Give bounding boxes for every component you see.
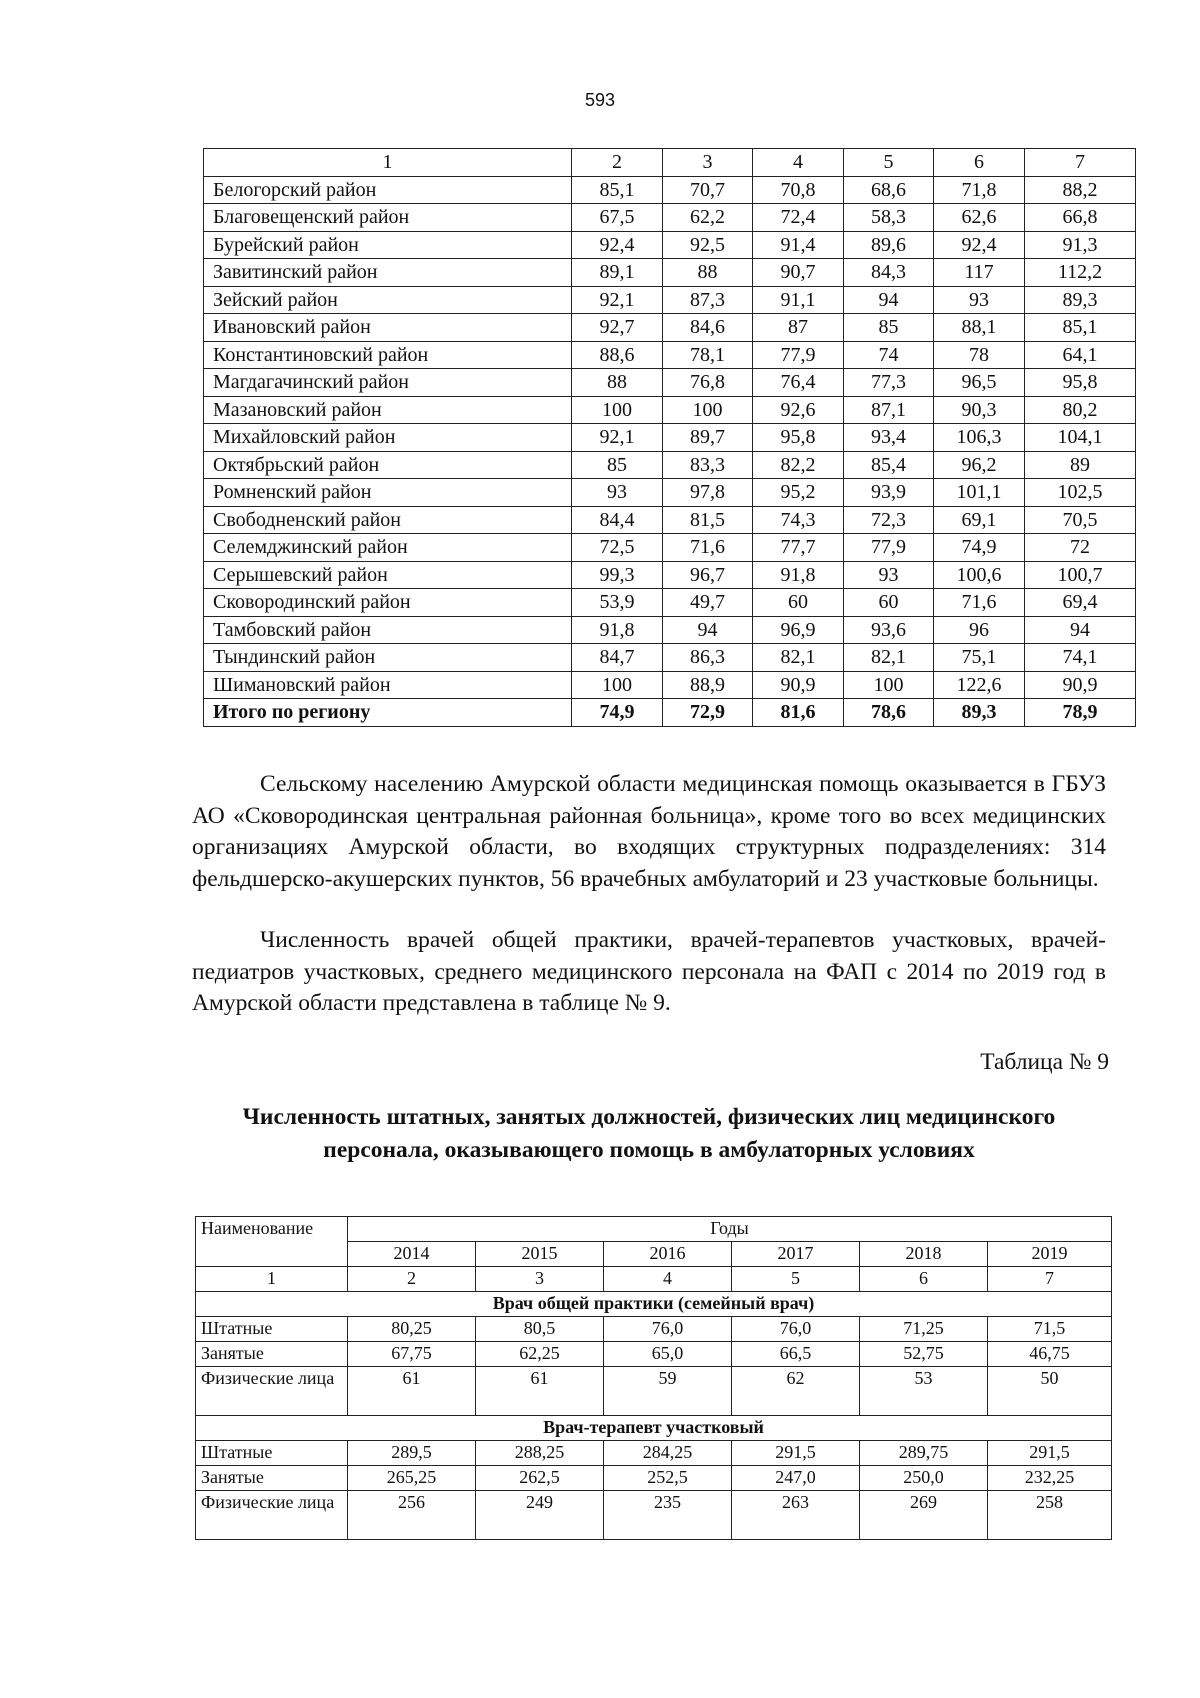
table-cell: 87,1	[844, 396, 934, 424]
table-row	[204, 534, 1136, 562]
table-cell: 112,2	[1025, 259, 1136, 287]
district-name: Михайловский район	[204, 424, 572, 452]
year-header: 2018	[860, 1242, 988, 1267]
table-cell: 88,9	[663, 671, 753, 699]
table-cell: 100	[663, 396, 753, 424]
table-cell: 84,4	[572, 506, 663, 534]
numbering-row	[196, 1267, 1112, 1292]
table-cell: 77,7	[753, 534, 844, 562]
table-cell: 117	[934, 259, 1025, 287]
table-cell: 87	[753, 314, 844, 342]
total-cell: 89,3	[934, 699, 1025, 727]
table-cell: 71,5	[988, 1317, 1112, 1342]
table-cell: 69,1	[934, 506, 1025, 534]
row-label: Занятые	[196, 1342, 348, 1367]
table-cell: 66,8	[1025, 204, 1136, 232]
table-cell: 106,3	[934, 424, 1025, 452]
table-cell: 71,6	[934, 589, 1025, 617]
table-row	[204, 506, 1136, 534]
table-cell: 92,6	[753, 396, 844, 424]
table-cell: 100,6	[934, 561, 1025, 589]
table-cell: 90,7	[753, 259, 844, 287]
staff-table	[195, 1216, 1112, 1540]
table-cell: 60	[753, 589, 844, 617]
table-cell: 89,3	[1025, 286, 1136, 314]
table-cell: 232,25	[988, 1466, 1112, 1491]
table-cell: 289,5	[348, 1441, 476, 1466]
table-cell: 85	[572, 451, 663, 479]
table-cell: 289,75	[860, 1441, 988, 1466]
table-cell: 72,3	[844, 506, 934, 534]
table-cell: 64,1	[1025, 341, 1136, 369]
table-cell: 84,6	[663, 314, 753, 342]
table-cell: 100	[572, 671, 663, 699]
district-name: Тамбовский район	[204, 616, 572, 644]
table-cell: 85,4	[844, 451, 934, 479]
row-label: Штатные	[196, 1441, 348, 1466]
table-cell: 72,5	[572, 534, 663, 562]
table-row	[204, 561, 1136, 589]
table-row	[196, 1491, 1112, 1540]
table-cell: 71,25	[860, 1317, 988, 1342]
table-cell: 60	[844, 589, 934, 617]
table-cell: 61	[348, 1367, 476, 1416]
row-label: Штатные	[196, 1317, 348, 1342]
column-number: 4	[604, 1267, 732, 1292]
table-cell: 74,3	[753, 506, 844, 534]
table-cell: 61	[476, 1367, 604, 1416]
table-row	[196, 1466, 1112, 1491]
table-cell: 102,5	[1025, 479, 1136, 507]
total-cell: 78,6	[844, 699, 934, 727]
name-header: Наименование	[196, 1217, 348, 1267]
district-name: Шимановский район	[204, 671, 572, 699]
district-name: Ивановский район	[204, 314, 572, 342]
column-number: 7	[1025, 149, 1136, 177]
year-header: 2016	[604, 1242, 732, 1267]
table-cell: 122,6	[934, 671, 1025, 699]
table-cell: 81,5	[663, 506, 753, 534]
table-cell: 92,4	[934, 231, 1025, 259]
total-cell: 81,6	[753, 699, 844, 727]
table-cell: 99,3	[572, 561, 663, 589]
table-cell: 87,3	[663, 286, 753, 314]
table-header-row	[196, 1217, 1112, 1242]
table-cell: 94	[663, 616, 753, 644]
table-cell: 70,8	[753, 176, 844, 204]
table-cell: 92,7	[572, 314, 663, 342]
table-cell: 78	[934, 341, 1025, 369]
table-cell: 95,8	[753, 424, 844, 452]
table-cell: 65,0	[604, 1342, 732, 1367]
table-cell: 82,1	[844, 644, 934, 672]
table-cell: 249	[476, 1491, 604, 1540]
table-cell: 100	[572, 396, 663, 424]
table-cell: 80,2	[1025, 396, 1136, 424]
table-cell: 83,3	[663, 451, 753, 479]
table-header-row	[204, 149, 1136, 177]
table-cell: 89,6	[844, 231, 934, 259]
table-cell: 92,5	[663, 231, 753, 259]
table-cell: 96,9	[753, 616, 844, 644]
table-cell: 235	[604, 1491, 732, 1540]
section-title: Врач-терапевт участковый	[196, 1416, 1112, 1441]
column-number: 1	[204, 149, 572, 177]
column-number: 5	[732, 1267, 860, 1292]
table-cell: 58,3	[844, 204, 934, 232]
table-cell: 50	[988, 1367, 1112, 1416]
table-cell: 67,5	[572, 204, 663, 232]
table-cell: 89	[1025, 451, 1136, 479]
table-cell: 53	[860, 1367, 988, 1416]
table-cell: 96	[934, 616, 1025, 644]
table-cell: 93	[844, 561, 934, 589]
table-row	[204, 479, 1136, 507]
table-cell: 62	[732, 1367, 860, 1416]
table-cell: 82,2	[753, 451, 844, 479]
district-name: Константиновский район	[204, 341, 572, 369]
table-cell: 104,1	[1025, 424, 1136, 452]
table-cell: 85,1	[572, 176, 663, 204]
table-cell: 72	[1025, 534, 1136, 562]
table-cell: 291,5	[988, 1441, 1112, 1466]
table-cell: 89,1	[572, 259, 663, 287]
table-cell: 101,1	[934, 479, 1025, 507]
table-cell: 74,9	[934, 534, 1025, 562]
table-cell: 84,3	[844, 259, 934, 287]
year-header: 2017	[732, 1242, 860, 1267]
table-cell: 93,6	[844, 616, 934, 644]
table-row	[204, 176, 1136, 204]
table-cell: 62,2	[663, 204, 753, 232]
table-cell: 256	[348, 1491, 476, 1540]
paragraph-rural-care: Сельскому населению Амурской области медицинская помощь оказывается в ГБУЗ АО «Сковородинская центральная районная больница», кроме того во всех медицинских организациях Амурской области, во входящих структурных подразделениях: 314 фельдшерско-акушерских пунктов, 56 врачебных амбулаторий и 23 участковые больницы.	[192, 771, 1106, 892]
table-cell: 80,25	[348, 1317, 476, 1342]
total-row	[204, 699, 1136, 727]
table-row	[204, 451, 1136, 479]
district-name: Сковородинский район	[204, 589, 572, 617]
district-name: Серышевский район	[204, 561, 572, 589]
year-header: 2015	[476, 1242, 604, 1267]
district-name: Бурейский район	[204, 231, 572, 259]
table-cell: 284,25	[604, 1441, 732, 1466]
table-cell: 262,5	[476, 1466, 604, 1491]
table-row	[196, 1342, 1112, 1367]
district-name: Зейский район	[204, 286, 572, 314]
table-row	[204, 424, 1136, 452]
table-cell: 94	[844, 286, 934, 314]
table-cell: 89,7	[663, 424, 753, 452]
section-row	[196, 1292, 1112, 1317]
table-row	[204, 314, 1136, 342]
table-cell: 77,9	[753, 341, 844, 369]
district-name: Мазановский район	[204, 396, 572, 424]
table-cell: 59	[604, 1367, 732, 1416]
table-cell: 74,1	[1025, 644, 1136, 672]
table-cell: 67,75	[348, 1342, 476, 1367]
year-header: 2014	[348, 1242, 476, 1267]
paragraph-staff-count: Численность врачей общей практики, врачей-терапевтов участковых, врачей-педиатров участковых, среднего медицинского персонала на ФАП с 2014 по 2019 год в Амурской области представлена в таблице № 9.	[192, 927, 1106, 1016]
table-cell: 90,3	[934, 396, 1025, 424]
row-label: Физические лица	[196, 1367, 348, 1416]
table-row	[204, 396, 1136, 424]
column-number: 1	[196, 1267, 348, 1292]
column-number: 4	[753, 149, 844, 177]
table-row	[196, 1317, 1112, 1342]
table-cell: 91,3	[1025, 231, 1136, 259]
table-cell: 77,9	[844, 534, 934, 562]
column-number: 6	[860, 1267, 988, 1292]
total-cell: 78,9	[1025, 699, 1136, 727]
table-row	[204, 616, 1136, 644]
table-cell: 250,0	[860, 1466, 988, 1491]
table-cell: 71,8	[934, 176, 1025, 204]
table-cell: 91,8	[572, 616, 663, 644]
table-cell: 85	[844, 314, 934, 342]
table-cell: 76,0	[732, 1317, 860, 1342]
table-cell: 88,1	[934, 314, 1025, 342]
column-number: 5	[844, 149, 934, 177]
district-name: Свободненский район	[204, 506, 572, 534]
table-cell: 82,1	[753, 644, 844, 672]
table-row	[196, 1367, 1112, 1416]
district-table	[203, 148, 1136, 727]
table-row	[204, 589, 1136, 617]
table-row	[204, 259, 1136, 287]
table-cell: 269	[860, 1491, 988, 1540]
table-cell: 92,4	[572, 231, 663, 259]
district-name: Тындинский район	[204, 644, 572, 672]
table-cell: 100,7	[1025, 561, 1136, 589]
column-number: 2	[348, 1267, 476, 1292]
table-cell: 90,9	[753, 671, 844, 699]
table-cell: 75,1	[934, 644, 1025, 672]
column-number: 6	[934, 149, 1025, 177]
table-number: Таблица № 9	[980, 1049, 1109, 1075]
column-number: 7	[988, 1267, 1112, 1292]
table-cell: 265,25	[348, 1466, 476, 1491]
table-cell: 91,1	[753, 286, 844, 314]
table-row	[204, 286, 1136, 314]
table-cell: 88,6	[572, 341, 663, 369]
table-cell: 96,5	[934, 369, 1025, 397]
table-cell: 94	[1025, 616, 1136, 644]
table-caption: Численность штатных, занятых должностей, физических лиц медицинского персонала, оказывающего помощь в амбулаторных условиях	[242, 1104, 1056, 1163]
district-name: Завитинский район	[204, 259, 572, 287]
district-name: Октябрьский район	[204, 451, 572, 479]
table-cell: 291,5	[732, 1441, 860, 1466]
table-cell: 258	[988, 1491, 1112, 1540]
table-row	[204, 231, 1136, 259]
table-cell: 84,7	[572, 644, 663, 672]
table-cell: 77,3	[844, 369, 934, 397]
row-label: Занятые	[196, 1466, 348, 1491]
table-cell: 92,1	[572, 286, 663, 314]
row-label: Физические лица	[196, 1491, 348, 1540]
table-cell: 70,5	[1025, 506, 1136, 534]
table-cell: 66,5	[732, 1342, 860, 1367]
district-name: Благовещенский район	[204, 204, 572, 232]
table-cell: 88,2	[1025, 176, 1136, 204]
table-cell: 95,8	[1025, 369, 1136, 397]
total-label: Итого по региону	[204, 699, 572, 727]
table-cell: 93,4	[844, 424, 934, 452]
table-cell: 76,8	[663, 369, 753, 397]
table-cell: 90,9	[1025, 671, 1136, 699]
table-cell: 91,8	[753, 561, 844, 589]
section-title: Врач общей практики (семейный врач)	[196, 1292, 1112, 1317]
table-cell: 91,4	[753, 231, 844, 259]
table-cell: 288,25	[476, 1441, 604, 1466]
table-row	[204, 369, 1136, 397]
table-cell: 85,1	[1025, 314, 1136, 342]
table-cell: 53,9	[572, 589, 663, 617]
table-row	[204, 644, 1136, 672]
table-cell: 96,7	[663, 561, 753, 589]
table-cell: 88	[572, 369, 663, 397]
table-cell: 52,75	[860, 1342, 988, 1367]
table-row	[196, 1441, 1112, 1466]
page-number: 593	[584, 90, 616, 110]
table-cell: 72,4	[753, 204, 844, 232]
table-cell: 92,1	[572, 424, 663, 452]
table-cell: 93,9	[844, 479, 934, 507]
table-cell: 62,25	[476, 1342, 604, 1367]
table-cell: 86,3	[663, 644, 753, 672]
table-cell: 93	[572, 479, 663, 507]
table-row	[204, 671, 1136, 699]
total-cell: 74,9	[572, 699, 663, 727]
table-cell: 49,7	[663, 589, 753, 617]
table-cell: 263	[732, 1491, 860, 1540]
district-name: Белогорский район	[204, 176, 572, 204]
table-cell: 88	[663, 259, 753, 287]
table-cell: 95,2	[753, 479, 844, 507]
table-cell: 71,6	[663, 534, 753, 562]
table-row	[204, 341, 1136, 369]
year-header: 2019	[988, 1242, 1112, 1267]
table-cell: 96,2	[934, 451, 1025, 479]
column-number: 2	[572, 149, 663, 177]
table-cell: 46,75	[988, 1342, 1112, 1367]
district-name: Селемджинский район	[204, 534, 572, 562]
table-row	[204, 204, 1136, 232]
table-cell: 74	[844, 341, 934, 369]
table-cell: 76,0	[604, 1317, 732, 1342]
table-cell: 93	[934, 286, 1025, 314]
table-cell: 62,6	[934, 204, 1025, 232]
table-cell: 68,6	[844, 176, 934, 204]
table-cell: 80,5	[476, 1317, 604, 1342]
district-name: Магдагачинский район	[204, 369, 572, 397]
total-cell: 72,9	[663, 699, 753, 727]
table-cell: 247,0	[732, 1466, 860, 1491]
years-header: Годы	[348, 1217, 1112, 1242]
table-cell: 70,7	[663, 176, 753, 204]
table-cell: 78,1	[663, 341, 753, 369]
section-row	[196, 1416, 1112, 1441]
table-cell: 252,5	[604, 1466, 732, 1491]
table-cell: 76,4	[753, 369, 844, 397]
table-cell: 100	[844, 671, 934, 699]
district-name: Ромненский район	[204, 479, 572, 507]
table-cell: 97,8	[663, 479, 753, 507]
table-cell: 69,4	[1025, 589, 1136, 617]
column-number: 3	[663, 149, 753, 177]
column-number: 3	[476, 1267, 604, 1292]
